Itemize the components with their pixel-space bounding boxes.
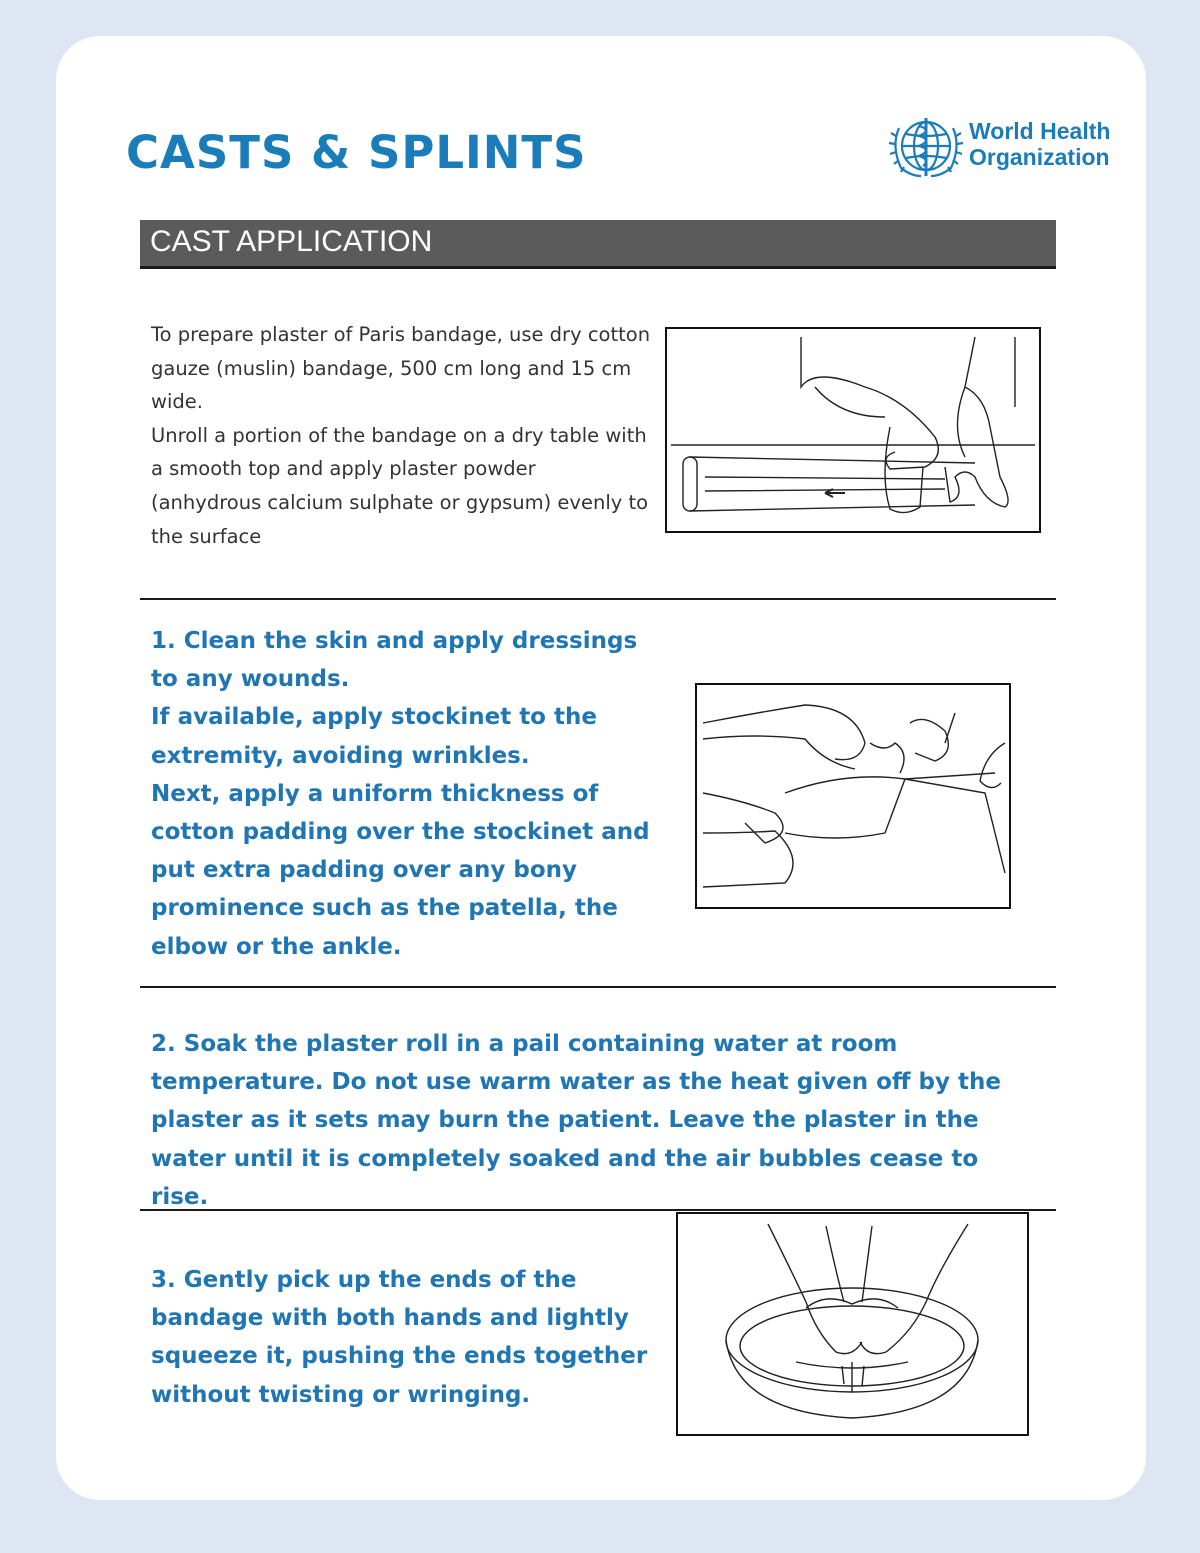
intro-text [151, 318, 651, 553]
step-1-line-3: Next, apply a uniform thickness of cotton padding over the stockinet and put extra padding over any bony prominence such as the patella, the elbow or the ankle. [151, 780, 650, 960]
step-1-text [151, 622, 651, 966]
section-header [140, 220, 1056, 269]
padding-drawing [695, 683, 1011, 909]
step-1-line-1: 1. Clean the skin and apply dressings to any wounds. [151, 628, 638, 693]
squeeze-bandage-drawing [676, 1212, 1029, 1436]
illustration-squeeze-bandage [676, 1212, 1029, 1436]
illustration-plaster-powder [665, 327, 1041, 533]
who-logo [887, 110, 1117, 182]
divider-1 [140, 598, 1056, 600]
who-logo-text [969, 118, 1110, 170]
step-2-line-1: 2. Soak the plaster roll in a pail containing water at room temperature. Do not use warm water as the heat given off by the plaster as it sets may burn the patient. Leave the plaster in the water until it is completely soaked and the air bubbles cease to rise. [151, 1031, 1001, 1210]
section-title: CAST APPLICATION [150, 225, 433, 258]
step-1-line-2: If available, apply stockinet to the extremity, avoiding wrinkles. [151, 704, 597, 769]
divider-3 [140, 1209, 1056, 1211]
step-2-text [151, 1025, 1041, 1216]
page-title: CASTS & SPLINTS [126, 126, 587, 179]
intro-paragraph-2: Unroll a portion of the bandage on a dry table with a smooth top and apply plaster powder (anhydrous calcium sulphate or gypsum) evenly to the surface [151, 423, 649, 548]
step-3-line-1: 3. Gently pick up the ends of the bandage with both hands and lightly squeeze it, pushing the ends together without twisting or wringing. [151, 1267, 648, 1408]
intro-paragraph-1: To prepare plaster of Paris bandage, use dry cotton gauze (muslin) bandage, 500 cm long and 15 cm wide. [151, 323, 651, 414]
step-3-text [151, 1261, 651, 1414]
who-logo-line2: Organization [969, 144, 1110, 170]
divider-2 [140, 986, 1056, 988]
illustration-padding [695, 683, 1011, 909]
who-logo-line1: World Health [969, 118, 1111, 144]
who-emblem-icon [887, 110, 965, 182]
plaster-powder-drawing [665, 327, 1041, 533]
